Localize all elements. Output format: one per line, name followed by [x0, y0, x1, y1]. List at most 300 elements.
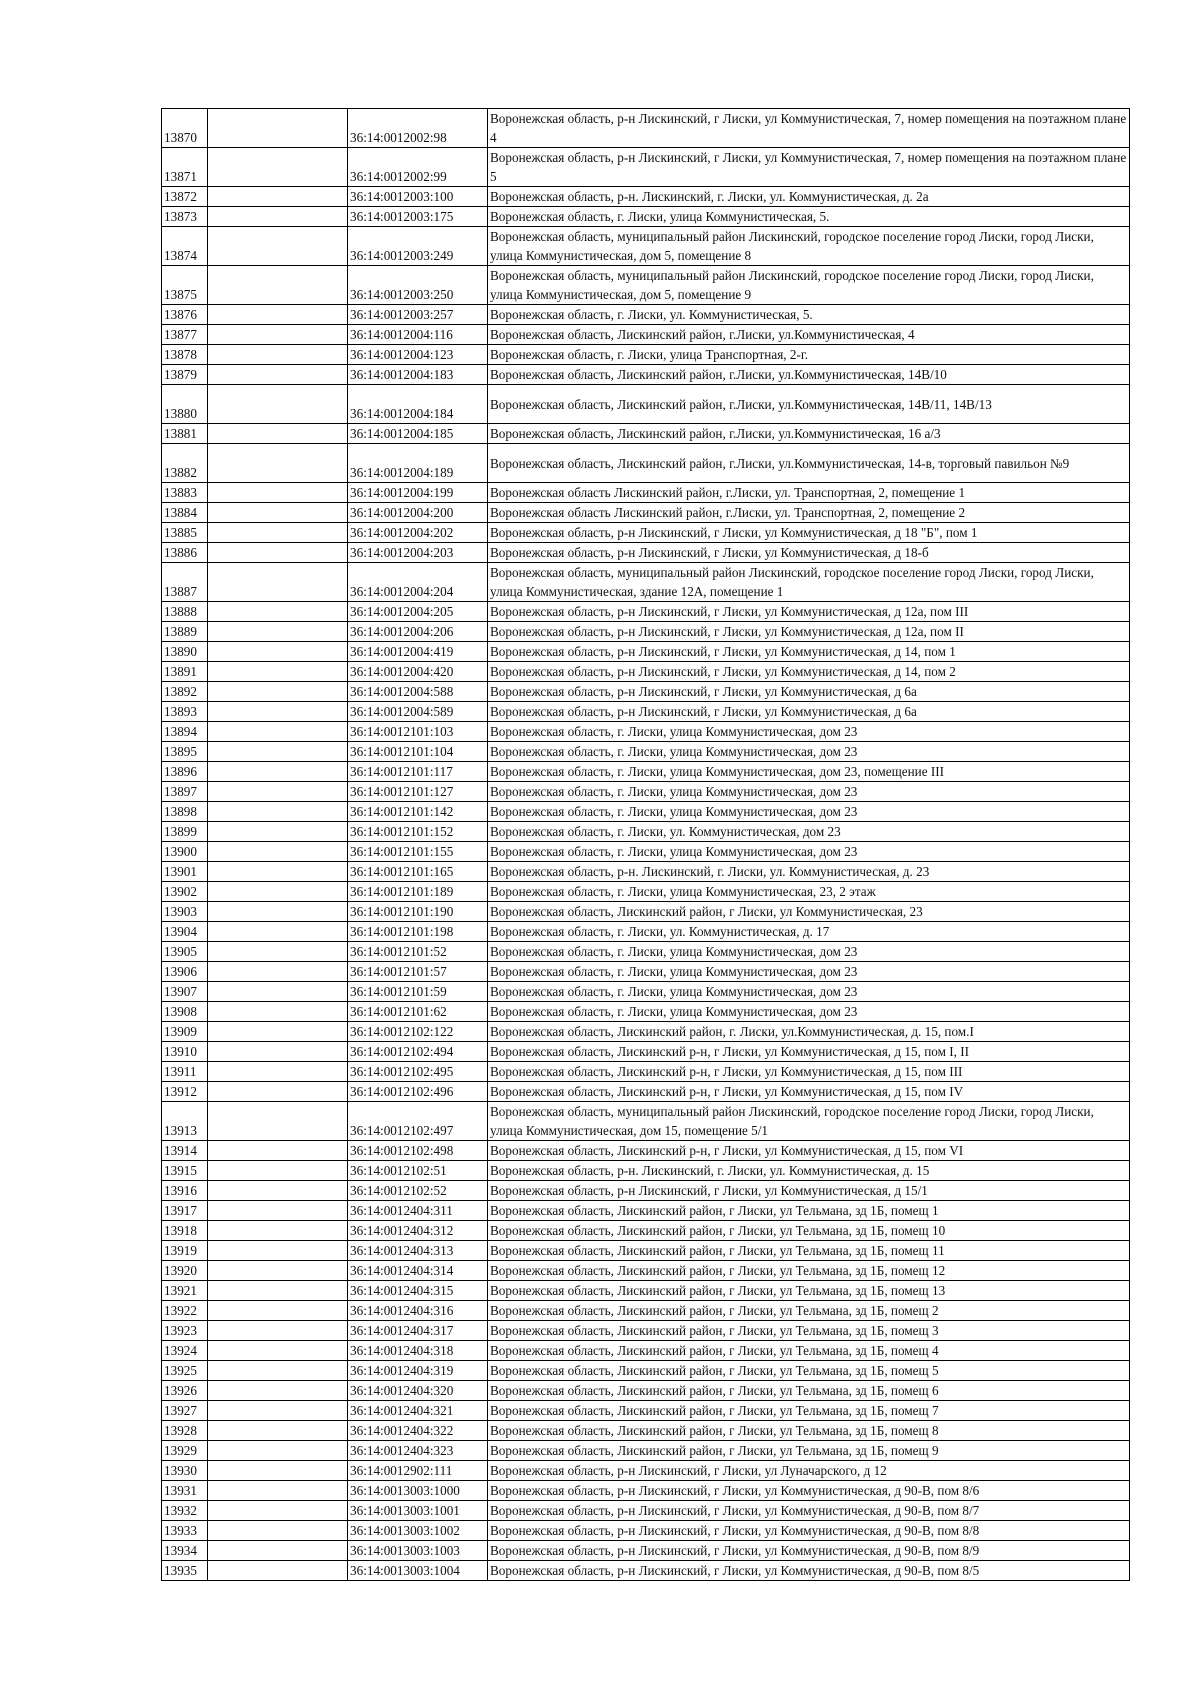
row-number-cell: 13872: [162, 187, 208, 207]
cadastral-table: [161, 108, 1130, 1581]
cadastral-number-cell: 36:14:0013003:1004: [348, 1561, 488, 1581]
cadastral-number-cell: 36:14:0012004:202: [348, 523, 488, 543]
address-cell: Воронежская область, Лискинский район, г Лиски, ул Тельмана, зд 1Б, помещ 1: [488, 1201, 1130, 1221]
cadastral-number-cell: 36:14:0012101:104: [348, 742, 488, 762]
row-number-cell: 13920: [162, 1261, 208, 1281]
cadastral-number-cell: 36:14:0012404:312: [348, 1221, 488, 1241]
row-number-cell: 13933: [162, 1521, 208, 1541]
table-row: [162, 642, 1130, 662]
blank-cell: [208, 882, 348, 902]
row-number-cell: 13928: [162, 1421, 208, 1441]
row-number-cell: 13887: [162, 563, 208, 602]
cadastral-number-cell: 36:14:0012004:183: [348, 365, 488, 385]
blank-cell: [208, 1141, 348, 1161]
blank-cell: [208, 1421, 348, 1441]
table-row: [162, 385, 1130, 424]
cadastral-number-cell: 36:14:0012102:51: [348, 1161, 488, 1181]
cadastral-number-cell: 36:14:0012404:316: [348, 1301, 488, 1321]
row-number-cell: 13915: [162, 1161, 208, 1181]
blank-cell: [208, 227, 348, 266]
address-cell: Воронежская область, р-н. Лискинский, г. Лиски, ул. Коммунистическая, д. 23: [488, 862, 1130, 882]
address-cell: Воронежская область Лискинский район, г.Лиски, ул. Транспортная, 2, помещение 2: [488, 503, 1130, 523]
row-number-cell: 13931: [162, 1481, 208, 1501]
table-row: [162, 1181, 1130, 1201]
blank-cell: [208, 942, 348, 962]
blank-cell: [208, 1002, 348, 1022]
address-cell: Воронежская область, Лискинский район, г Лиски, ул Тельмана, зд 1Б, помещ 8: [488, 1421, 1130, 1441]
row-number-cell: 13927: [162, 1401, 208, 1421]
address-cell: Воронежская область, г. Лиски, ул. Коммунистическая, 5.: [488, 305, 1130, 325]
cadastral-number-cell: 36:14:0012404:313: [348, 1241, 488, 1261]
cadastral-number-cell: 36:14:0012102:495: [348, 1062, 488, 1082]
blank-cell: [208, 1022, 348, 1042]
table-row: [162, 543, 1130, 563]
table-row: [162, 602, 1130, 622]
table-row: [162, 1341, 1130, 1361]
blank-cell: [208, 543, 348, 563]
blank-cell: [208, 1062, 348, 1082]
row-number-cell: 13905: [162, 942, 208, 962]
row-number-cell: 13899: [162, 822, 208, 842]
cadastral-number-cell: 36:14:0012101:155: [348, 842, 488, 862]
address-cell: Воронежская область, Лискинский район, г.Лиски, ул.Коммунистическая, 14В/11, 14В/13: [488, 385, 1130, 424]
cadastral-number-cell: 36:14:0012404:321: [348, 1401, 488, 1421]
table-row: [162, 483, 1130, 503]
cadastral-number-cell: 36:14:0012101:117: [348, 762, 488, 782]
table-row: [162, 266, 1130, 305]
row-number-cell: 13889: [162, 622, 208, 642]
cadastral-number-cell: 36:14:0012902:111: [348, 1461, 488, 1481]
cadastral-number-cell: 36:14:0012102:52: [348, 1181, 488, 1201]
row-number-cell: 13903: [162, 902, 208, 922]
cadastral-number-cell: 36:14:0012101:189: [348, 882, 488, 902]
row-number-cell: 13912: [162, 1082, 208, 1102]
address-cell: Воронежская область, г. Лиски, улица Коммунистическая, дом 23: [488, 782, 1130, 802]
blank-cell: [208, 1042, 348, 1062]
row-number-cell: 13917: [162, 1201, 208, 1221]
table-row: [162, 1481, 1130, 1501]
blank-cell: [208, 762, 348, 782]
row-number-cell: 13888: [162, 602, 208, 622]
address-cell: Воронежская область, р-н Лискинский, г Лиски, ул Коммунистическая, д 90-В, пом 8/7: [488, 1501, 1130, 1521]
cadastral-number-cell: 36:14:0012102:496: [348, 1082, 488, 1102]
row-number-cell: 13885: [162, 523, 208, 543]
cadastral-number-cell: 36:14:0012004:203: [348, 543, 488, 563]
blank-cell: [208, 1341, 348, 1361]
address-cell: Воронежская область, р-н Лискинский, г Лиски, ул Коммунистическая, д 90-В, пом 8/6: [488, 1481, 1130, 1501]
address-cell: Воронежская область, г. Лиски, улица Коммунистическая, дом 23: [488, 742, 1130, 762]
blank-cell: [208, 148, 348, 187]
address-cell: Воронежская область, г. Лиски, улица Коммунистическая, дом 23: [488, 802, 1130, 822]
address-cell: Воронежская область, Лискинский район, г. Лиски, ул.Коммунистическая, д. 15, пом.I: [488, 1022, 1130, 1042]
blank-cell: [208, 1361, 348, 1381]
row-number-cell: 13904: [162, 922, 208, 942]
row-number-cell: 13906: [162, 962, 208, 982]
cadastral-number-cell: 36:14:0012004:205: [348, 602, 488, 622]
blank-cell: [208, 842, 348, 862]
cadastral-number-cell: 36:14:0012404:322: [348, 1421, 488, 1441]
cadastral-number-cell: 36:14:0012003:100: [348, 187, 488, 207]
cadastral-number-cell: 36:14:0012101:52: [348, 942, 488, 962]
cadastral-number-cell: 36:14:0012101:198: [348, 922, 488, 942]
blank-cell: [208, 622, 348, 642]
table-row: [162, 1421, 1130, 1441]
table-row: [162, 1102, 1130, 1141]
blank-cell: [208, 1521, 348, 1541]
address-cell: Воронежская область, Лискинский район, г Лиски, ул Тельмана, зд 1Б, помещ 10: [488, 1221, 1130, 1241]
row-number-cell: 13902: [162, 882, 208, 902]
blank-cell: [208, 902, 348, 922]
cadastral-number-cell: 36:14:0012101:152: [348, 822, 488, 842]
address-cell: Воронежская область, Лискинский район, г Лиски, ул Тельмана, зд 1Б, помещ 4: [488, 1341, 1130, 1361]
row-number-cell: 13908: [162, 1002, 208, 1022]
table-row: [162, 109, 1130, 148]
cadastral-number-cell: 36:14:0013003:1003: [348, 1541, 488, 1561]
address-cell: Воронежская область, муниципальный район Лискинский, городское поселение город Лиски, город Лиски, улица Коммунистическая, здание 12А, помещение 1: [488, 563, 1130, 602]
table-row: [162, 1321, 1130, 1341]
cadastral-number-cell: 36:14:0013003:1002: [348, 1521, 488, 1541]
row-number-cell: 13929: [162, 1441, 208, 1461]
table-row: [162, 207, 1130, 227]
cadastral-number-cell: 36:14:0012004:204: [348, 563, 488, 602]
table-row: [162, 1461, 1130, 1481]
row-number-cell: 13878: [162, 345, 208, 365]
table-row: [162, 503, 1130, 523]
blank-cell: [208, 1161, 348, 1181]
table-row: [162, 563, 1130, 602]
address-cell: Воронежская область, р-н Лискинский, г Лиски, ул Луначарского, д 12: [488, 1461, 1130, 1481]
cadastral-number-cell: 36:14:0012004:589: [348, 702, 488, 722]
cadastral-number-cell: 36:14:0012002:99: [348, 148, 488, 187]
address-cell: Воронежская область, Лискинский район, г Лиски, ул Тельмана, зд 1Б, помещ 2: [488, 1301, 1130, 1321]
blank-cell: [208, 642, 348, 662]
table-row: [162, 962, 1130, 982]
address-cell: Воронежская область, Лискинский район, г.Лиски, ул.Коммунистическая, 4: [488, 325, 1130, 345]
cadastral-number-cell: 36:14:0012004:200: [348, 503, 488, 523]
table-row: [162, 305, 1130, 325]
blank-cell: [208, 962, 348, 982]
address-cell: Воронежская область, Лискинский р-н, г Лиски, ул Коммунистическая, д 15, пом I, II: [488, 1042, 1130, 1062]
cadastral-number-cell: 36:14:0012004:116: [348, 325, 488, 345]
table-row: [162, 682, 1130, 702]
table-row: [162, 1062, 1130, 1082]
address-cell: Воронежская область, г. Лиски, улица Коммунистическая, дом 23: [488, 942, 1130, 962]
address-cell: Воронежская область, Лискинский р-н, г Лиски, ул Коммунистическая, д 15, пом VI: [488, 1141, 1130, 1161]
blank-cell: [208, 722, 348, 742]
row-number-cell: 13874: [162, 227, 208, 266]
address-cell: Воронежская область, Лискинский район, г Лиски, ул Тельмана, зд 1Б, помещ 9: [488, 1441, 1130, 1461]
table-row: [162, 922, 1130, 942]
table-row: [162, 1501, 1130, 1521]
blank-cell: [208, 782, 348, 802]
row-number-cell: 13894: [162, 722, 208, 742]
blank-cell: [208, 563, 348, 602]
row-number-cell: 13934: [162, 1541, 208, 1561]
address-cell: Воронежская область, г. Лиски, улица Коммунистическая, дом 23: [488, 982, 1130, 1002]
row-number-cell: 13875: [162, 266, 208, 305]
blank-cell: [208, 207, 348, 227]
cadastral-number-cell: 36:14:0012404:315: [348, 1281, 488, 1301]
table-row: [162, 1541, 1130, 1561]
row-number-cell: 13893: [162, 702, 208, 722]
address-cell: Воронежская область, г. Лиски, ул. Коммунистическая, д. 17: [488, 922, 1130, 942]
table-row: [162, 148, 1130, 187]
blank-cell: [208, 1241, 348, 1261]
blank-cell: [208, 345, 348, 365]
cadastral-number-cell: 36:14:0012002:98: [348, 109, 488, 148]
address-cell: Воронежская область, Лискинский район, г.Лиски, ул.Коммунистическая, 14В/10: [488, 365, 1130, 385]
table-row: [162, 782, 1130, 802]
blank-cell: [208, 503, 348, 523]
table-row: [162, 227, 1130, 266]
table-row: [162, 702, 1130, 722]
table-row: [162, 902, 1130, 922]
blank-cell: [208, 187, 348, 207]
blank-cell: [208, 922, 348, 942]
address-cell: Воронежская область, Лискинский р-н, г Лиски, ул Коммунистическая, д 15, пом III: [488, 1062, 1130, 1082]
blank-cell: [208, 1461, 348, 1481]
row-number-cell: 13921: [162, 1281, 208, 1301]
cadastral-number-cell: 36:14:0012404:311: [348, 1201, 488, 1221]
blank-cell: [208, 305, 348, 325]
address-cell: Воронежская область, Лискинский район, г Лиски, ул Тельмана, зд 1Б, помещ 6: [488, 1381, 1130, 1401]
cadastral-table-body: [162, 109, 1130, 1581]
cadastral-number-cell: 36:14:0012101:127: [348, 782, 488, 802]
cadastral-number-cell: 36:14:0012101:142: [348, 802, 488, 822]
cadastral-number-cell: 36:14:0012003:249: [348, 227, 488, 266]
row-number-cell: 13916: [162, 1181, 208, 1201]
table-row: [162, 1381, 1130, 1401]
cadastral-number-cell: 36:14:0012102:498: [348, 1141, 488, 1161]
table-row: [162, 882, 1130, 902]
blank-cell: [208, 1561, 348, 1581]
cadastral-number-cell: 36:14:0012404:320: [348, 1381, 488, 1401]
table-row: [162, 822, 1130, 842]
table-row: [162, 345, 1130, 365]
address-cell: Воронежская область, г. Лиски, улица Коммунистическая, дом 23: [488, 962, 1130, 982]
blank-cell: [208, 1181, 348, 1201]
row-number-cell: 13909: [162, 1022, 208, 1042]
address-cell: Воронежская область, муниципальный район Лискинский, городское поселение город Лиски, город Лиски, улица Коммунистическая, дом 15, помещение 5/1: [488, 1102, 1130, 1141]
blank-cell: [208, 1441, 348, 1461]
row-number-cell: 13892: [162, 682, 208, 702]
row-number-cell: 13870: [162, 109, 208, 148]
address-cell: Воронежская область Лискинский район, г.Лиски, ул. Транспортная, 2, помещение 1: [488, 483, 1130, 503]
table-row: [162, 1401, 1130, 1421]
address-cell: Воронежская область, Лискинский район, г.Лиски, ул.Коммунистическая, 16 а/3: [488, 424, 1130, 444]
row-number-cell: 13913: [162, 1102, 208, 1141]
address-cell: Воронежская область, р-н Лискинский, г Лиски, ул Коммунистическая, д 14, пом 1: [488, 642, 1130, 662]
cadastral-number-cell: 36:14:0012102:122: [348, 1022, 488, 1042]
cadastral-number-cell: 36:14:0012004:123: [348, 345, 488, 365]
address-cell: Воронежская область, р-н. Лискинский, г. Лиски, ул. Коммунистическая, д. 2а: [488, 187, 1130, 207]
address-cell: Воронежская область, р-н Лискинский, г Лиски, ул Коммунистическая, д 18-б: [488, 543, 1130, 563]
address-cell: Воронежская область, г. Лиски, улица Коммунистическая, дом 23: [488, 1002, 1130, 1022]
row-number-cell: 13910: [162, 1042, 208, 1062]
row-number-cell: 13926: [162, 1381, 208, 1401]
row-number-cell: 13930: [162, 1461, 208, 1481]
row-number-cell: 13897: [162, 782, 208, 802]
address-cell: Воронежская область, р-н Лискинский, г Лиски, ул Коммунистическая, д 6а: [488, 682, 1130, 702]
row-number-cell: 13914: [162, 1141, 208, 1161]
blank-cell: [208, 742, 348, 762]
blank-cell: [208, 1321, 348, 1341]
address-cell: Воронежская область, Лискинский р-н, г Лиски, ул Коммунистическая, д 15, пом IV: [488, 1082, 1130, 1102]
address-cell: Воронежская область, р-н Лискинский, г Лиски, ул Коммунистическая, д 12а, пом II: [488, 622, 1130, 642]
row-number-cell: 13896: [162, 762, 208, 782]
blank-cell: [208, 682, 348, 702]
address-cell: Воронежская область, р-н Лискинский, г Лиски, ул Коммунистическая, д 90-В, пом 8/9: [488, 1541, 1130, 1561]
blank-cell: [208, 325, 348, 345]
row-number-cell: 13891: [162, 662, 208, 682]
row-number-cell: 13900: [162, 842, 208, 862]
row-number-cell: 13881: [162, 424, 208, 444]
table-row: [162, 1201, 1130, 1221]
table-row: [162, 1002, 1130, 1022]
cadastral-number-cell: 36:14:0012404:323: [348, 1441, 488, 1461]
address-cell: Воронежская область, р-н Лискинский, г Лиски, ул Коммунистическая, д 12а, пом III: [488, 602, 1130, 622]
address-cell: Воронежская область, р-н Лискинский, г Лиски, ул Коммунистическая, д 14, пом 2: [488, 662, 1130, 682]
table-row: [162, 1301, 1130, 1321]
table-row: [162, 1161, 1130, 1181]
row-number-cell: 13922: [162, 1301, 208, 1321]
blank-cell: [208, 1381, 348, 1401]
address-cell: Воронежская область, Лискинский район, г Лиски, ул Тельмана, зд 1Б, помещ 5: [488, 1361, 1130, 1381]
cadastral-number-cell: 36:14:0012404:318: [348, 1341, 488, 1361]
table-row: [162, 1042, 1130, 1062]
row-number-cell: 13882: [162, 444, 208, 483]
blank-cell: [208, 483, 348, 503]
address-cell: Воронежская область, Лискинский район, г Лиски, ул Тельмана, зд 1Б, помещ 3: [488, 1321, 1130, 1341]
table-row: [162, 187, 1130, 207]
cadastral-number-cell: 36:14:0012004:588: [348, 682, 488, 702]
address-cell: Воронежская область, муниципальный район Лискинский, городское поселение город Лиски, город Лиски, улица Коммунистическая, дом 5, помещение 8: [488, 227, 1130, 266]
cadastral-number-cell: 36:14:0012101:103: [348, 722, 488, 742]
blank-cell: [208, 1281, 348, 1301]
cadastral-number-cell: 36:14:0012101:59: [348, 982, 488, 1002]
cadastral-number-cell: 36:14:0012003:257: [348, 305, 488, 325]
table-row: [162, 424, 1130, 444]
address-cell: Воронежская область, г. Лиски, улица Коммунистическая, дом 23, помещение III: [488, 762, 1130, 782]
address-cell: Воронежская область, р-н Лискинский, г Лиски, ул Коммунистическая, д 90-В, пом 8/8: [488, 1521, 1130, 1541]
row-number-cell: 13935: [162, 1561, 208, 1581]
blank-cell: [208, 266, 348, 305]
table-row: [162, 1241, 1130, 1261]
cadastral-number-cell: 36:14:0012101:190: [348, 902, 488, 922]
table-row: [162, 862, 1130, 882]
table-row: [162, 762, 1130, 782]
blank-cell: [208, 602, 348, 622]
table-row: [162, 1281, 1130, 1301]
table-row: [162, 622, 1130, 642]
blank-cell: [208, 662, 348, 682]
cadastral-number-cell: 36:14:0012003:175: [348, 207, 488, 227]
row-number-cell: 13880: [162, 385, 208, 424]
cadastral-number-cell: 36:14:0012004:189: [348, 444, 488, 483]
cadastral-number-cell: 36:14:0012004:419: [348, 642, 488, 662]
row-number-cell: 13919: [162, 1241, 208, 1261]
address-cell: Воронежская область, р-н Лискинский, г Лиски, ул Коммунистическая, 7, номер помещения на поэтажном плане 4: [488, 109, 1130, 148]
address-cell: Воронежская область, г. Лиски, улица Транспортная, 2-г.: [488, 345, 1130, 365]
table-row: [162, 1082, 1130, 1102]
cadastral-number-cell: 36:14:0012003:250: [348, 266, 488, 305]
row-number-cell: 13898: [162, 802, 208, 822]
blank-cell: [208, 1501, 348, 1521]
blank-cell: [208, 1082, 348, 1102]
blank-cell: [208, 109, 348, 148]
blank-cell: [208, 822, 348, 842]
address-cell: Воронежская область, р-н Лискинский, г Лиски, ул Коммунистическая, д 6а: [488, 702, 1130, 722]
address-cell: Воронежская область, г. Лиски, улица Коммунистическая, дом 23: [488, 842, 1130, 862]
row-number-cell: 13886: [162, 543, 208, 563]
address-cell: Воронежская область, г. Лиски, улица Коммунистическая, 23, 2 этаж: [488, 882, 1130, 902]
blank-cell: [208, 444, 348, 483]
cadastral-number-cell: 36:14:0012404:319: [348, 1361, 488, 1381]
table-row: [162, 722, 1130, 742]
cadastral-number-cell: 36:14:0013003:1001: [348, 1501, 488, 1521]
blank-cell: [208, 365, 348, 385]
cadastral-number-cell: 36:14:0012102:494: [348, 1042, 488, 1062]
table-row: [162, 942, 1130, 962]
address-cell: Воронежская область, Лискинский район, г Лиски, ул Коммунистическая, 23: [488, 902, 1130, 922]
blank-cell: [208, 424, 348, 444]
cadastral-number-cell: 36:14:0012004:206: [348, 622, 488, 642]
table-row: [162, 1561, 1130, 1581]
row-number-cell: 13918: [162, 1221, 208, 1241]
table-row: [162, 742, 1130, 762]
blank-cell: [208, 862, 348, 882]
table-row: [162, 325, 1130, 345]
row-number-cell: 13871: [162, 148, 208, 187]
table-row: [162, 1361, 1130, 1381]
cadastral-number-cell: 36:14:0012004:184: [348, 385, 488, 424]
blank-cell: [208, 982, 348, 1002]
table-row: [162, 1141, 1130, 1161]
cadastral-number-cell: 36:14:0013003:1000: [348, 1481, 488, 1501]
blank-cell: [208, 702, 348, 722]
table-row: [162, 1221, 1130, 1241]
row-number-cell: 13877: [162, 325, 208, 345]
row-number-cell: 13925: [162, 1361, 208, 1381]
address-cell: Воронежская область, Лискинский район, г Лиски, ул Тельмана, зд 1Б, помещ 13: [488, 1281, 1130, 1301]
row-number-cell: 13884: [162, 503, 208, 523]
address-cell: Воронежская область, Лискинский район, г Лиски, ул Тельмана, зд 1Б, помещ 12: [488, 1261, 1130, 1281]
address-cell: Воронежская область, г. Лиски, улица Коммунистическая, дом 23: [488, 722, 1130, 742]
row-number-cell: 13879: [162, 365, 208, 385]
cadastral-number-cell: 36:14:0012004:185: [348, 424, 488, 444]
table-row: [162, 982, 1130, 1002]
row-number-cell: 13932: [162, 1501, 208, 1521]
table-row: [162, 662, 1130, 682]
blank-cell: [208, 385, 348, 424]
blank-cell: [208, 1201, 348, 1221]
table-row: [162, 1261, 1130, 1281]
blank-cell: [208, 1301, 348, 1321]
cadastral-number-cell: 36:14:0012101:57: [348, 962, 488, 982]
row-number-cell: 13876: [162, 305, 208, 325]
blank-cell: [208, 1401, 348, 1421]
address-cell: Воронежская область, Лискинский район, г Лиски, ул Тельмана, зд 1Б, помещ 7: [488, 1401, 1130, 1421]
table-row: [162, 1022, 1130, 1042]
blank-cell: [208, 1102, 348, 1141]
blank-cell: [208, 1481, 348, 1501]
address-cell: Воронежская область, Лискинский район, г.Лиски, ул.Коммунистическая, 14-в, торговый павильон №9: [488, 444, 1130, 483]
address-cell: Воронежская область, г. Лиски, ул. Коммунистическая, дом 23: [488, 822, 1130, 842]
table-row: [162, 1521, 1130, 1541]
address-cell: Воронежская область, муниципальный район Лискинский, городское поселение город Лиски, город Лиски, улица Коммунистическая, дом 5, помещение 9: [488, 266, 1130, 305]
cadastral-number-cell: 36:14:0012404:314: [348, 1261, 488, 1281]
cadastral-number-cell: 36:14:0012404:317: [348, 1321, 488, 1341]
